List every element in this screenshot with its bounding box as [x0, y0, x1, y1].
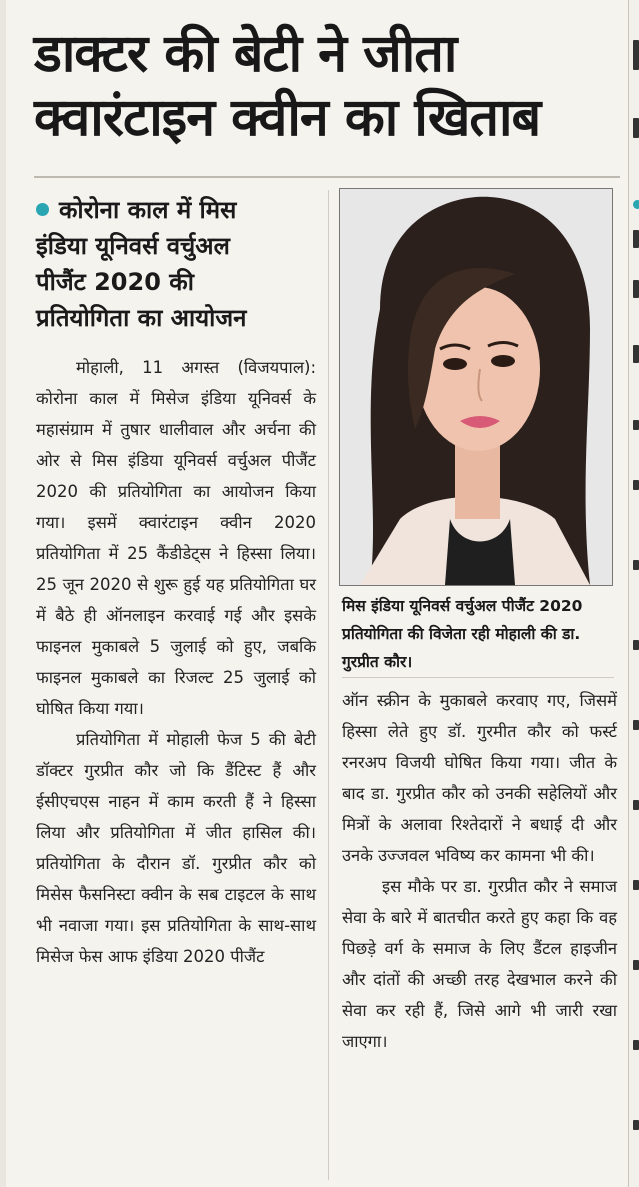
photo-caption: मिस इंडिया यूनिवर्स वर्चुअल पीजैंट 2020 प्रतियोगिता की विजेता रही मोहाली की डा. गुरप्रीत कौर। — [342, 597, 583, 671]
headline-line-2: क्वारंटाइन क्वीन का खिताब — [34, 88, 541, 148]
headline-line-1: डाक्टर की बेटी ने जीता — [34, 24, 457, 84]
subhead-line-1: कोरोना काल में मिस — [59, 196, 237, 224]
article-column-2 — [342, 685, 617, 1057]
caption-divider — [342, 677, 614, 678]
subhead-line-3: पीजैंट 2020 की — [36, 268, 194, 296]
article-paragraph-2: प्रतियोगिता में मोहाली फेज 5 की बेटी डॉक्टर गुरप्रीत कौर जो कि डैंटिस्ट हैं और ईसीएचएस नाहन में काम करती हैं ने हिस्सा लिया और प्रतियोगिता में जीत हासिल की। प्रतियोगिता के दौरान डॉ. गुरप्रीत कौर को मिसेस फैसनिस्टा क्वीन के सब टाइटल के साथ भी नवाजा गया। इस प्रतियोगिता के साथ-साथ मिसेज फेस आफ इंडिया 2020 पीजैंट — [36, 730, 316, 966]
article-paragraph-4: इस मौके पर डा. गुरप्रीत कौर ने समाज सेवा के बारे में बातचीत करते हुए कहा कि वह पिछड़े वर्ग के समाज के लिए डैंटल हाइजीन और दांतों की अच्छी तरह देखभाल करने की सेवा कर रही हैं, जिसे आगे भी जारी रखा जाएगा। — [342, 877, 617, 1051]
article-paragraph-3: ऑन स्क्रीन के मुकाबले करवाए गए, जिसमें हिस्सा लेते हुए डॉ. गुरमीत कौर को फर्स्ट रनरअप विजयी घोषित किया गया। जीत के बाद डा. गुरप्रीत कौर को उनकी सहेलियों और मित्रों के अलावा रिश्तेदारों ने बधाई दी और उनके उज्जवल भविष्य कर कामना भी की। — [342, 691, 617, 865]
subheadline — [36, 192, 326, 336]
article-paragraph-1: मोहाली, 11 अगस्त (विजयपाल): कोरोना काल में मिसेज इंडिया यूनिवर्स के महासंग्राम में तुषार धालीवाल और अर्चना की ओर से मिस इंडिया यूनिवर्स वर्चुअल पीजैंट 2020 की प्रतियोगिता का आयोजन किया गया। इसमें क्वारंटाइन क्वीन 2020 प्रतियोगिता में 25 कैंडीडेट्स ने हिस्सा लिया। 25 जून 2020 से शुरू हुई यह प्रतियोगिता घर में बैठे ही ऑनलाइन करवाई गई और इसके फाइनल मुकाबले 5 जुलाई को हुए, जबकि फाइनल मुकाबले का रिजल्ट 25 जुलाई को घोषित किया गया। — [36, 358, 316, 718]
article-column-1 — [36, 352, 316, 972]
headline — [34, 22, 624, 150]
subhead-line-4: प्रतियोगिता का आयोजन — [36, 304, 247, 332]
column-divider — [328, 190, 329, 1180]
headline-divider — [34, 176, 620, 178]
bullet-icon — [36, 203, 49, 216]
adjacent-article-edge — [628, 0, 639, 1187]
winner-photo — [339, 188, 613, 586]
subhead-line-2: इंडिया यूनिवर्स वर्चुअल — [36, 232, 230, 260]
